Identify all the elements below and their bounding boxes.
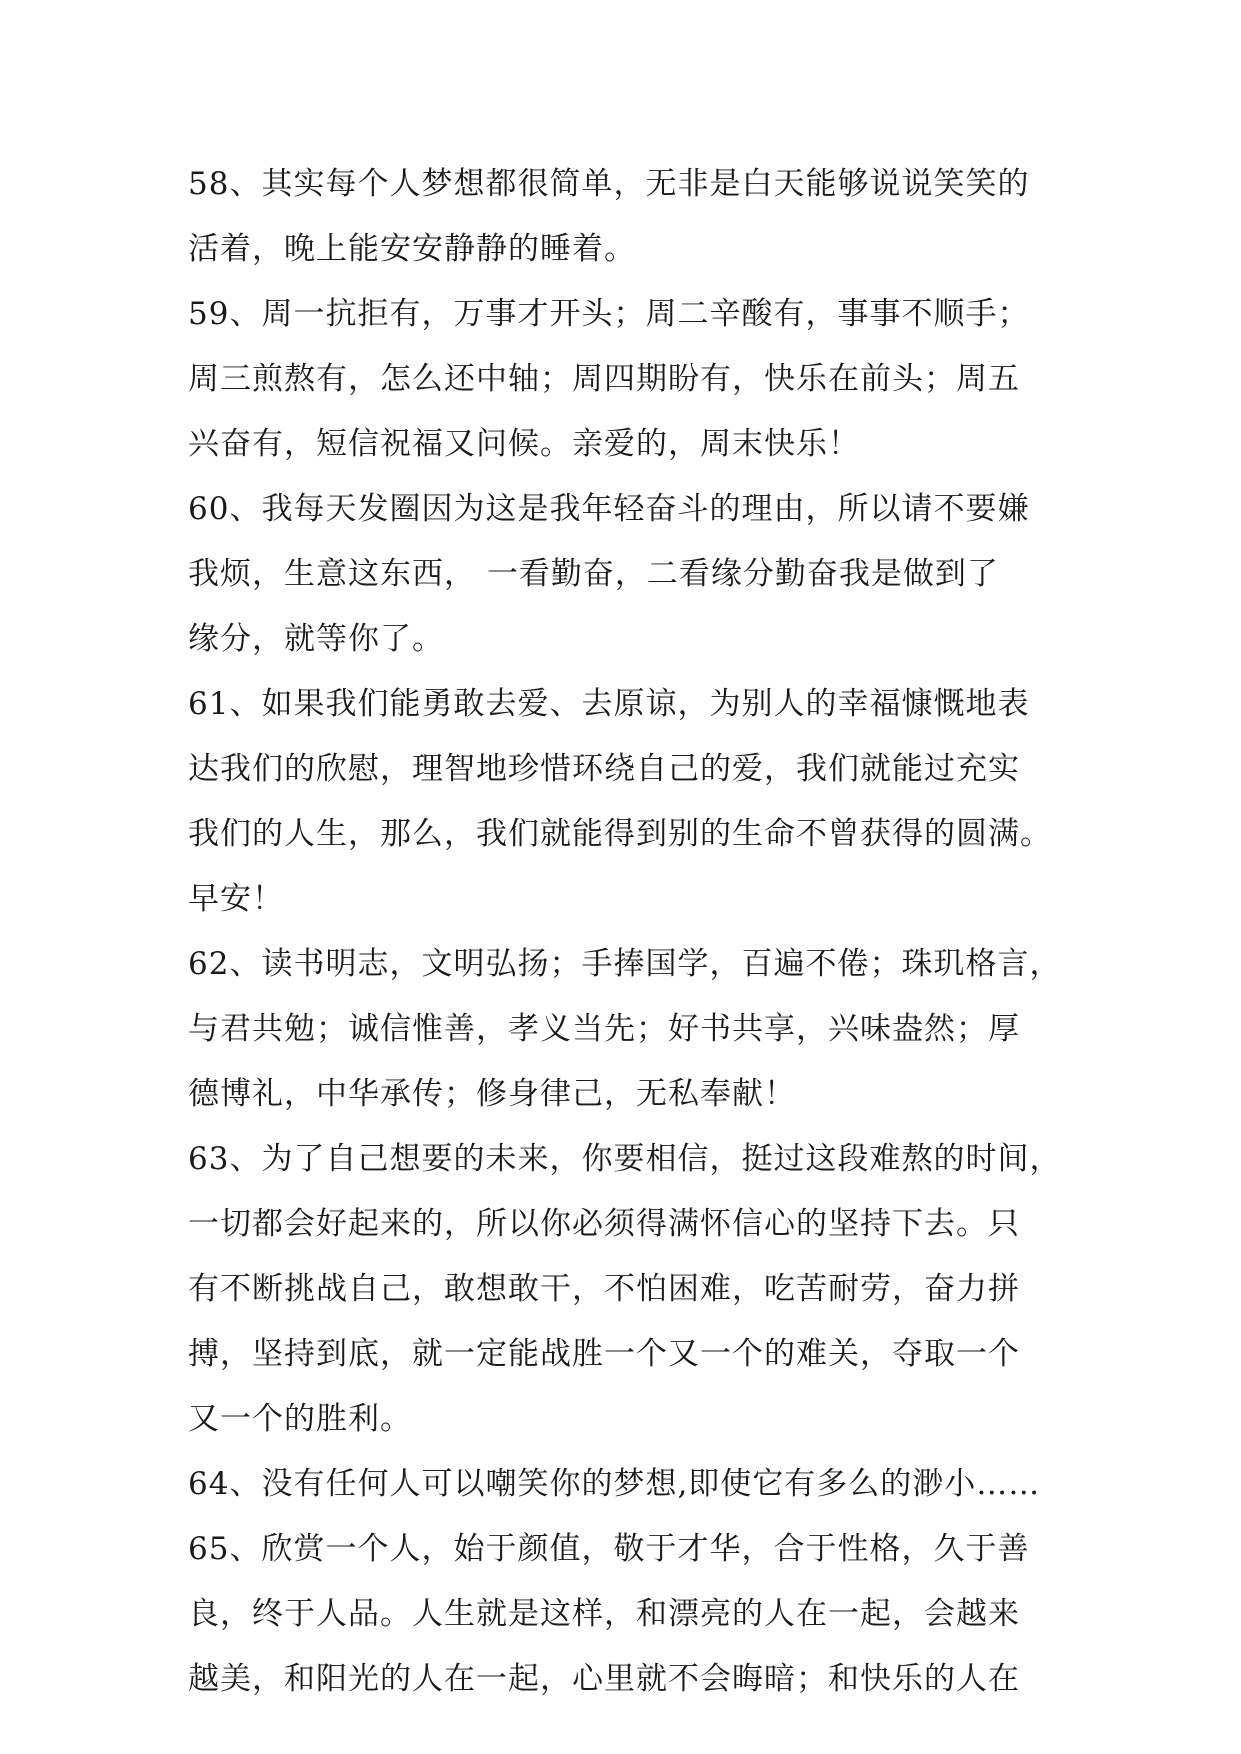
text-line: 65、欣赏一个人，始于颜值，敬于才华，合于性格，久于善	[188, 1531, 1030, 1567]
text-line: 缘分，就等你了。	[188, 621, 444, 657]
text-line: 62、读书明志，文明弘扬；手捧国学，百遍不倦；珠玑格言，	[188, 946, 1062, 982]
text-line: 周三煎熬有，怎么还中轴；周四期盼有，快乐在前头；周五	[188, 361, 1020, 397]
text-line: 63、为了自己想要的未来，你要相信，挺过这段难熬的时间，	[188, 1141, 1062, 1177]
text-line: 早安！	[188, 881, 284, 917]
text-line: 61、如果我们能勇敢去爱、去原谅，为别人的幸福慷慨地表	[188, 686, 1030, 722]
text-line: 活着，晚上能安安静静的睡着。	[188, 231, 636, 267]
text-line: 达我们的欣慰，理智地珍惜环绕自己的爱，我们就能过充实	[188, 751, 1020, 787]
text-line: 64、没有任何人可以嘲笑你的梦想,即使它有多么的渺小……	[188, 1466, 1041, 1502]
text-line: 兴奋有，短信祝福又问候。亲爱的，周末快乐！	[188, 426, 860, 462]
text-line: 59、周一抗拒有，万事才开头；周二辛酸有，事事不顺手；	[188, 296, 1030, 332]
text-line: 58、其实每个人梦想都很简单，无非是白天能够说说笑笑的	[188, 166, 1030, 202]
text-line: 越美，和阳光的人在一起，心里就不会晦暗；和快乐的人在	[188, 1661, 1020, 1697]
text-line: 一切都会好起来的，所以你必须得满怀信心的坚持下去。只	[188, 1206, 1020, 1242]
text-line: 又一个的胜利。	[188, 1401, 412, 1437]
text-line: 我们的人生，那么，我们就能得到别的生命不曾获得的圆满。	[188, 816, 1052, 852]
text-line: 我烦，生意这东西， 一看勤奋，二看缘分勤奋我是做到了	[188, 556, 999, 592]
text-line: 与君共勉；诚信惟善，孝义当先；好书共享，兴味盎然；厚	[188, 1011, 1020, 1047]
text-line: 60、我每天发圈因为这是我年轻奋斗的理由，所以请不要嫌	[188, 491, 1030, 527]
text-line: 良，终于人品。人生就是这样，和漂亮的人在一起，会越来	[188, 1596, 1020, 1632]
text-line: 搏，坚持到底，就一定能战胜一个又一个的难关，夺取一个	[188, 1336, 1020, 1372]
text-line: 德博礼，中华承传；修身律己，无私奉献！	[188, 1076, 796, 1112]
document-body	[188, 152, 1068, 1712]
text-line: 有不断挑战自己，敢想敢干，不怕困难，吃苦耐劳，奋力拼	[188, 1271, 1020, 1307]
